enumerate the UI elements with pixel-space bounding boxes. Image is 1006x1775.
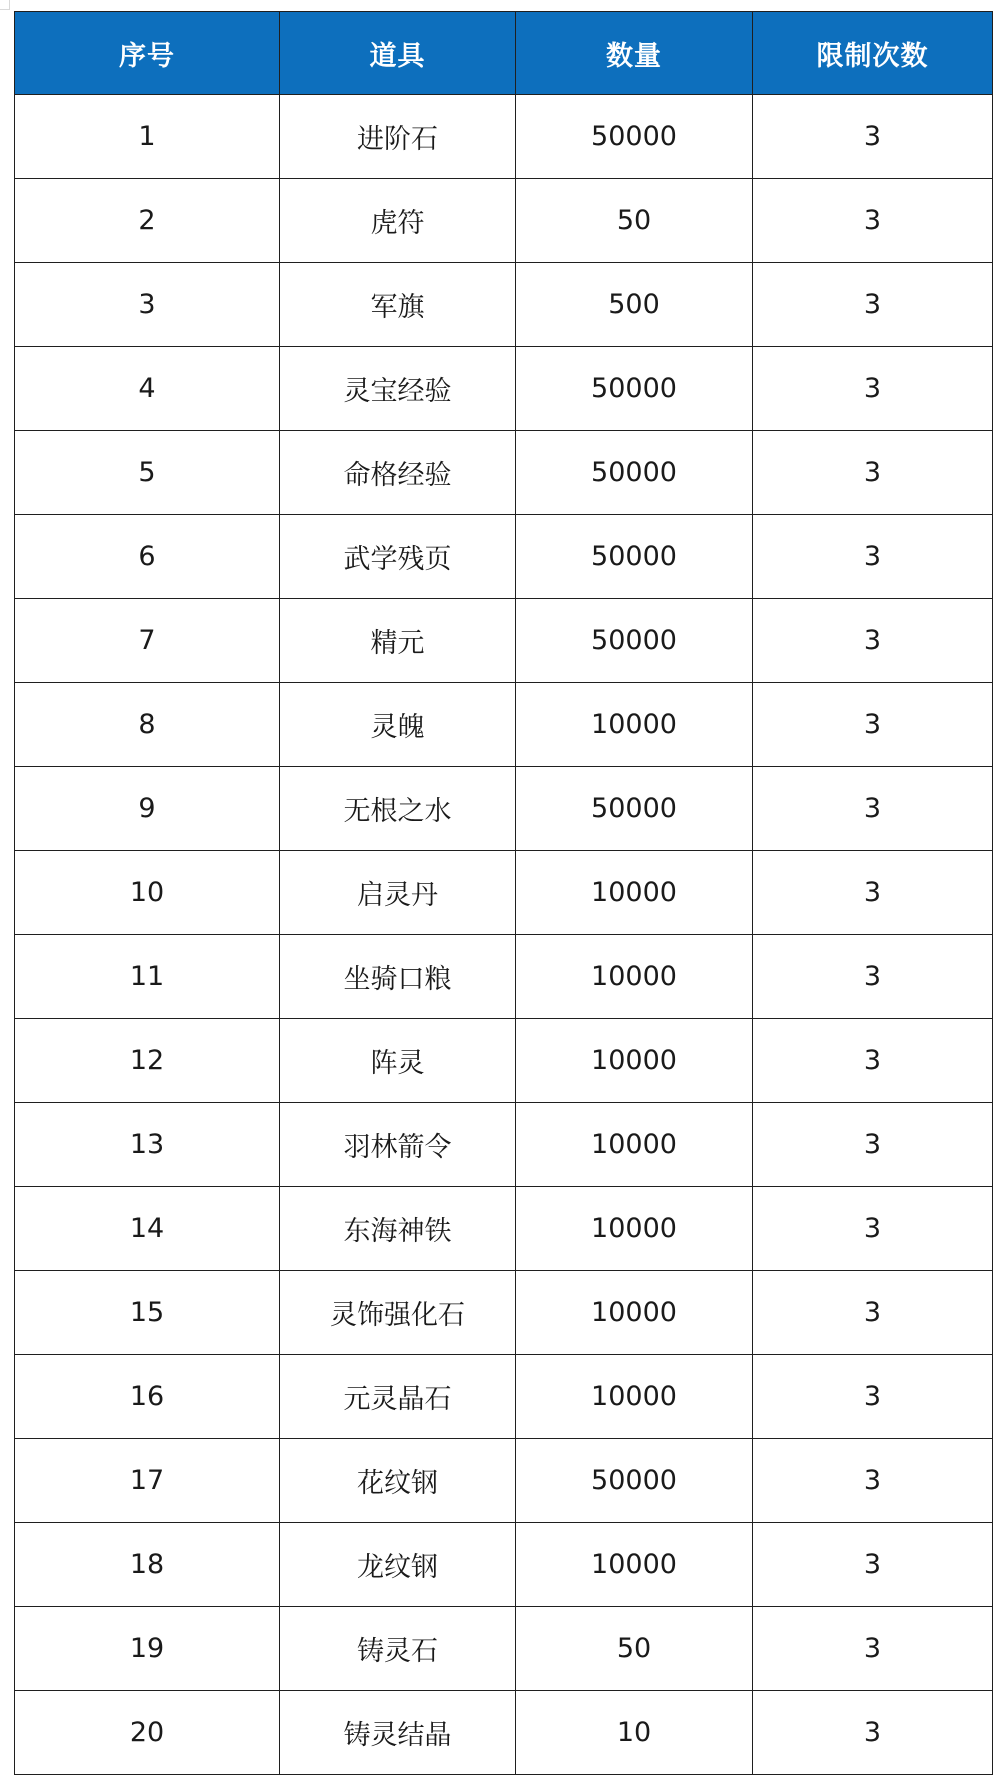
table-row — [15, 683, 993, 767]
cell-index: 16 — [15, 1355, 280, 1439]
cell-item: 灵宝经验 — [280, 347, 516, 431]
cell-quantity: 50000 — [516, 599, 753, 683]
cell-index: 9 — [15, 767, 280, 851]
cell-limit: 3 — [753, 1187, 993, 1271]
cell-quantity: 10000 — [516, 1019, 753, 1103]
cell-limit: 3 — [753, 95, 993, 179]
table-row — [15, 179, 993, 263]
cell-quantity: 10000 — [516, 1271, 753, 1355]
cell-index: 14 — [15, 1187, 280, 1271]
cell-limit: 3 — [753, 1355, 993, 1439]
cell-quantity: 50 — [516, 179, 753, 263]
cell-quantity: 50 — [516, 1607, 753, 1691]
cell-item: 武学残页 — [280, 515, 516, 599]
table-row — [15, 599, 993, 683]
cell-index: 12 — [15, 1019, 280, 1103]
table-row — [15, 1355, 993, 1439]
cell-item: 虎符 — [280, 179, 516, 263]
table-row — [15, 347, 993, 431]
cell-index: 8 — [15, 683, 280, 767]
cell-item: 东海神铁 — [280, 1187, 516, 1271]
cell-quantity: 500 — [516, 263, 753, 347]
cell-quantity: 50000 — [516, 431, 753, 515]
cell-item: 龙纹钢 — [280, 1523, 516, 1607]
cell-quantity: 10000 — [516, 1187, 753, 1271]
cell-limit: 3 — [753, 1691, 993, 1775]
cell-limit: 3 — [753, 515, 993, 599]
cell-limit: 3 — [753, 683, 993, 767]
cell-index: 2 — [15, 179, 280, 263]
cell-quantity: 50000 — [516, 347, 753, 431]
table-row — [15, 1523, 993, 1607]
cell-item: 铸灵石 — [280, 1607, 516, 1691]
cell-quantity: 50000 — [516, 767, 753, 851]
cell-limit: 3 — [753, 599, 993, 683]
cell-item: 启灵丹 — [280, 851, 516, 935]
cell-item: 坐骑口粮 — [280, 935, 516, 1019]
cell-limit: 3 — [753, 347, 993, 431]
table-row — [15, 515, 993, 599]
cell-limit: 3 — [753, 767, 993, 851]
cell-index: 18 — [15, 1523, 280, 1607]
cell-index: 10 — [15, 851, 280, 935]
cell-quantity: 10000 — [516, 1523, 753, 1607]
cell-quantity: 50000 — [516, 1439, 753, 1523]
header-limit: 限制次数 — [753, 12, 993, 95]
table-row — [15, 1691, 993, 1775]
cell-index: 6 — [15, 515, 280, 599]
page-corner-mark — [0, 0, 10, 10]
items-table — [14, 11, 993, 1775]
header-quantity: 数量 — [516, 12, 753, 95]
table-row — [15, 263, 993, 347]
cell-item: 铸灵结晶 — [280, 1691, 516, 1775]
table-row — [15, 95, 993, 179]
cell-item: 精元 — [280, 599, 516, 683]
cell-item: 灵魄 — [280, 683, 516, 767]
table-row — [15, 851, 993, 935]
cell-item: 阵灵 — [280, 1019, 516, 1103]
cell-item: 灵饰强化石 — [280, 1271, 516, 1355]
cell-item: 元灵晶石 — [280, 1355, 516, 1439]
cell-item: 军旗 — [280, 263, 516, 347]
table-row — [15, 431, 993, 515]
cell-index: 1 — [15, 95, 280, 179]
table-body — [15, 95, 993, 1775]
cell-limit: 3 — [753, 1439, 993, 1523]
cell-quantity: 10 — [516, 1691, 753, 1775]
table-row — [15, 1019, 993, 1103]
cell-limit: 3 — [753, 1019, 993, 1103]
cell-limit: 3 — [753, 1103, 993, 1187]
table-row — [15, 1271, 993, 1355]
cell-limit: 3 — [753, 179, 993, 263]
cell-limit: 3 — [753, 851, 993, 935]
header-item: 道具 — [280, 12, 516, 95]
cell-item: 无根之水 — [280, 767, 516, 851]
cell-index: 17 — [15, 1439, 280, 1523]
cell-quantity: 10000 — [516, 1103, 753, 1187]
cell-quantity: 10000 — [516, 851, 753, 935]
cell-index: 5 — [15, 431, 280, 515]
cell-index: 15 — [15, 1271, 280, 1355]
table-row — [15, 935, 993, 1019]
cell-index: 3 — [15, 263, 280, 347]
cell-index: 20 — [15, 1691, 280, 1775]
cell-limit: 3 — [753, 431, 993, 515]
cell-item: 花纹钢 — [280, 1439, 516, 1523]
cell-index: 7 — [15, 599, 280, 683]
cell-quantity: 10000 — [516, 683, 753, 767]
cell-quantity: 10000 — [516, 1355, 753, 1439]
cell-limit: 3 — [753, 1271, 993, 1355]
cell-index: 4 — [15, 347, 280, 431]
table-row — [15, 1439, 993, 1523]
cell-quantity: 10000 — [516, 935, 753, 1019]
cell-item: 命格经验 — [280, 431, 516, 515]
table-row — [15, 1607, 993, 1691]
table-header-row — [15, 12, 993, 95]
cell-quantity: 50000 — [516, 515, 753, 599]
cell-limit: 3 — [753, 1607, 993, 1691]
cell-limit: 3 — [753, 935, 993, 1019]
cell-limit: 3 — [753, 263, 993, 347]
table-row — [15, 1103, 993, 1187]
table-row — [15, 767, 993, 851]
header-index: 序号 — [15, 12, 280, 95]
cell-item: 进阶石 — [280, 95, 516, 179]
cell-index: 13 — [15, 1103, 280, 1187]
cell-index: 19 — [15, 1607, 280, 1691]
cell-limit: 3 — [753, 1523, 993, 1607]
cell-index: 11 — [15, 935, 280, 1019]
table-row — [15, 1187, 993, 1271]
cell-quantity: 50000 — [516, 95, 753, 179]
cell-item: 羽林箭令 — [280, 1103, 516, 1187]
